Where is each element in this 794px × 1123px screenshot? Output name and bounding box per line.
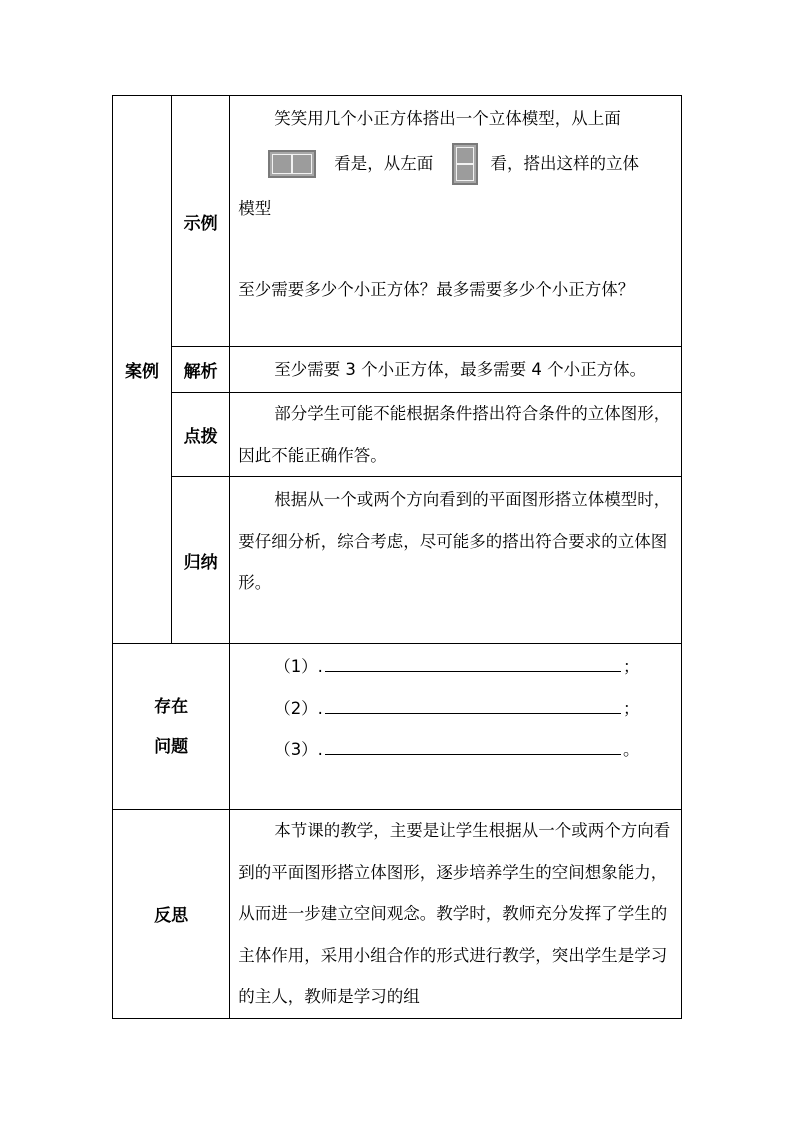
tips-text: 部分学生可能不能根据条件搭出符合条件的立体图形，因此不能正确作答。 bbox=[230, 393, 682, 477]
problems-label-line2: 问题 bbox=[154, 736, 189, 757]
top-view-icon bbox=[268, 150, 316, 178]
blank-line-1[interactable] bbox=[325, 655, 621, 672]
analysis-text: 至少需要 3 个小正方体，最多需要 4 个小正方体。 bbox=[230, 347, 682, 393]
example-line1: 笑笑用几个小正方体搭出一个立体模型，从上面 bbox=[274, 109, 621, 128]
problem-num-3: （3）. bbox=[274, 740, 323, 759]
view-top-text: 看是，从左面 bbox=[334, 153, 434, 173]
analysis-label: 解析 bbox=[172, 347, 230, 393]
summary-text: 根据从一个或两个方向看到的平面图形搭立体模型时，要仔细分析，综合考虑，尽可能多的搭出符合要求的立体图形。 bbox=[230, 477, 682, 644]
lesson-table bbox=[112, 95, 682, 1019]
problems-label-line1: 存在 bbox=[154, 696, 189, 717]
example-line2 bbox=[238, 140, 675, 188]
example-label: 示例 bbox=[172, 96, 230, 347]
problem-num-1: （1）. bbox=[274, 657, 323, 676]
example-question: 至少需要多少个小正方体？最多需要多少个小正方体？ bbox=[238, 280, 635, 299]
example-line3: 模型 bbox=[238, 198, 272, 218]
problem-item-1 bbox=[230, 646, 681, 688]
blank-line-3[interactable] bbox=[325, 738, 621, 755]
problem-item-2 bbox=[230, 688, 681, 730]
problem-end-3: 。 bbox=[622, 740, 640, 759]
blank-line-2[interactable] bbox=[325, 697, 621, 714]
problem-end-2: ； bbox=[622, 698, 640, 718]
view-left-text: 看，搭出这样的立体 bbox=[490, 153, 639, 173]
problem-end-1: ； bbox=[622, 657, 640, 676]
left-view-icon bbox=[452, 143, 478, 185]
summary-label bbox=[172, 477, 230, 644]
reflection-text: 本节课的教学，主要是让学生根据从一个或两个方向看到的平面图形搭立体图形，逐步培养学生的空间想象能力，从而进一步建立空间观念。教学时，教师充分发挥了学生的主体作用，采用小组合作的形式进行教学，突出学生是学习的主人，教师是学习的组 bbox=[230, 810, 682, 1019]
problem-num-2: （2）. bbox=[274, 698, 323, 718]
problem-item-3 bbox=[230, 729, 681, 771]
case-label: 案例 bbox=[113, 96, 172, 644]
reflection-label: 反思 bbox=[113, 810, 230, 1019]
tips-label: 点拨 bbox=[172, 393, 230, 477]
example-content bbox=[230, 96, 682, 347]
problems-list bbox=[230, 644, 682, 810]
problems-label bbox=[113, 644, 230, 810]
summary-label-text: 归纳 bbox=[183, 552, 218, 573]
